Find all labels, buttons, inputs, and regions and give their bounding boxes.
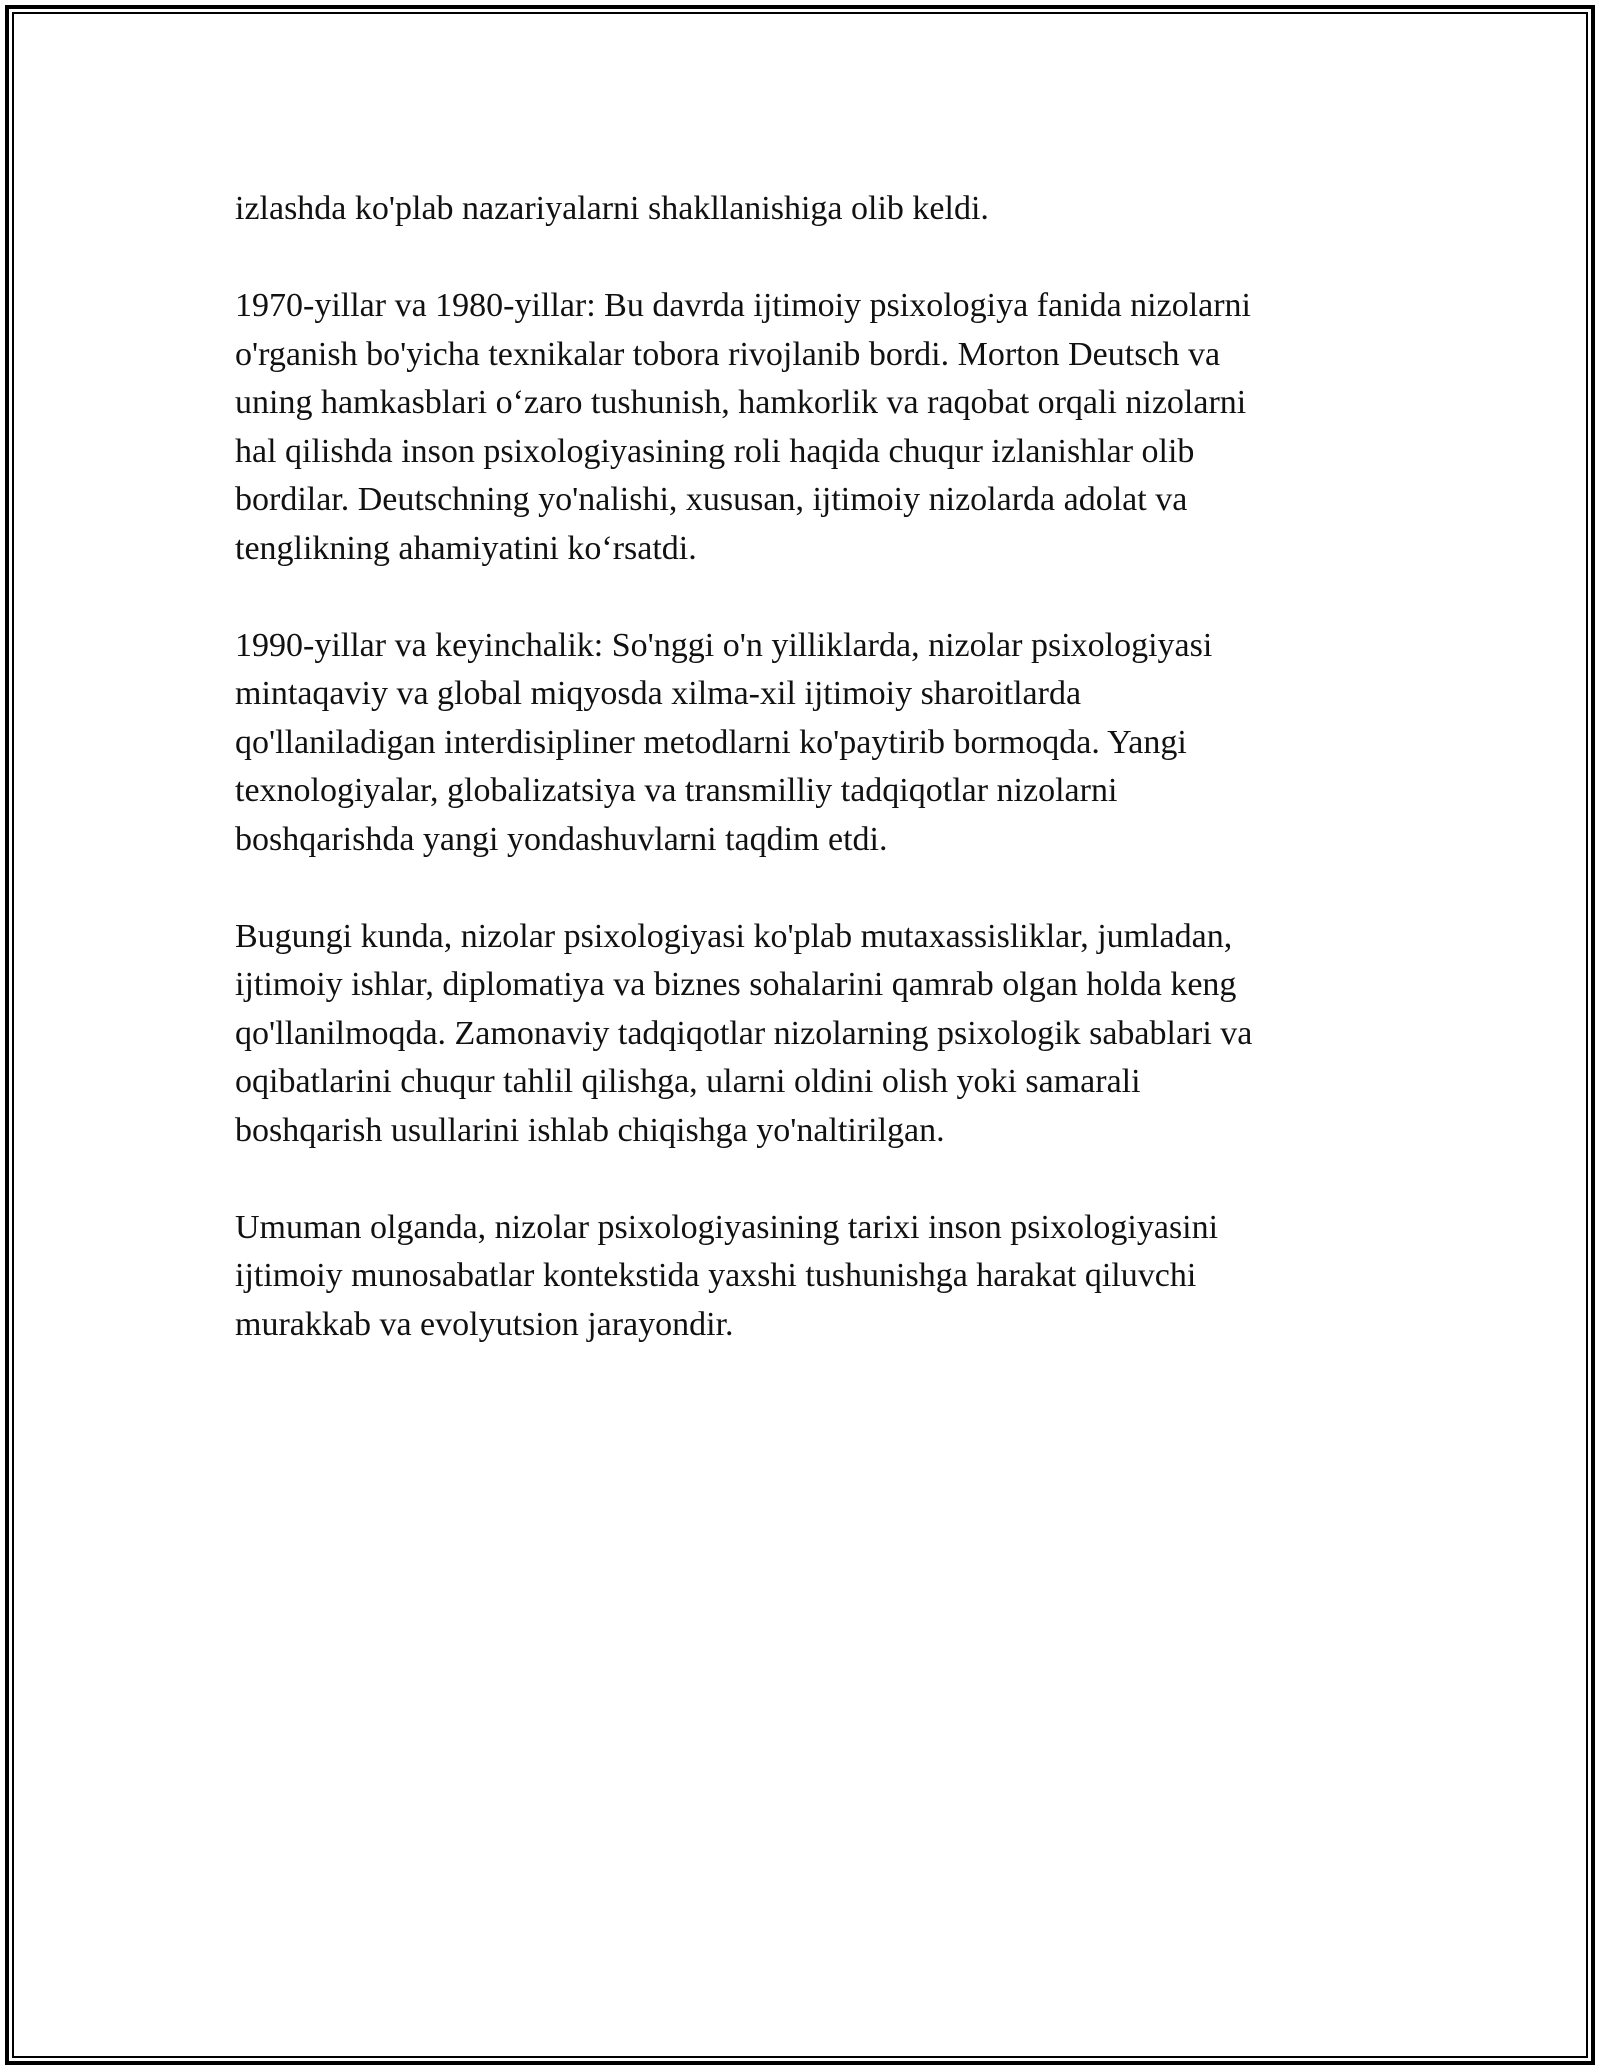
text-line: ijtimoiy ishlar, diplomatiya va biznes sohalarini qamrab olgan holda keng [235,966,1237,1003]
text-line: 1970-yillar va 1980-yillar: Bu davrda ijtimoiy psixologiya fanida nizolarni [235,287,1251,324]
text-line: mintaqaviy va global miqyosda xilma-xil ijtimoiy sharoitlarda [235,675,1082,712]
paragraph-1 [235,185,1365,234]
text-line: qo'llanilmoqda. Zamonaviy tadqiqotlar nizolarning psixologik sabablari va [235,1014,1253,1052]
text-line: bordilar. Deutschning yo'nalishi, xususan, ijtimoiy nizolarda adolat va [235,481,1188,518]
text-line: Umuman olganda, nizolar psixologiyasining tarixi inson psixologiyasini [235,1208,1219,1246]
paragraph-5 [235,1204,1365,1350]
text-line: hal qilishda inson psixologiyasining roli haqida chuqur izlanishlar olib [235,432,1195,470]
text-line: tenglikning ahamiyatini ko‘rsatdi. [235,529,697,567]
paragraph-2 [235,282,1365,573]
paragraph-4 [235,913,1365,1156]
text-line: oqibatlarini chuqur tahlil qilishga, ularni oldini olish yoki samarali [235,1063,1141,1100]
text-line: boshqarish usullarini ishlab chiqishga yo'naltirilgan. [235,1111,945,1149]
text-line: o'rganish bo'yicha texnikalar tobora rivojlanib bordi. Morton Deutsch va [235,335,1221,373]
text-line: 1990-yillar va keyinchalik: So'nggi o'n yilliklarda, nizolar psixologiyasi [235,626,1213,664]
paragraph-3 [235,622,1365,865]
text-line: boshqarishda yangi yondashuvlarni taqdim etdi. [235,820,888,858]
text-line: murakkab va evolyutsion jarayondir. [235,1305,734,1343]
text-line: qo'llaniladigan interdisipliner metodlarni ko'paytirib bormoqda. Yangi [235,723,1187,761]
text-line: uning hamkasblari o‘zaro tushunish, hamkorlik va raqobat orqali nizolarni [235,384,1247,421]
document-body [235,185,1365,1398]
text-line: izlashda ko'plab nazariyalarni shakllanishiga olib keldi. [235,190,989,227]
text-line: Bugungi kunda, nizolar psixologiyasi ko'plab mutaxassisliklar, jumladan, [235,917,1233,955]
text-line: ijtimoiy munosabatlar kontekstida yaxshi tushunishga harakat qiluvchi [235,1257,1197,1294]
text-line: texnologiyalar, globalizatsiya va transmilliy tadqiqotlar nizolarni [235,772,1118,809]
